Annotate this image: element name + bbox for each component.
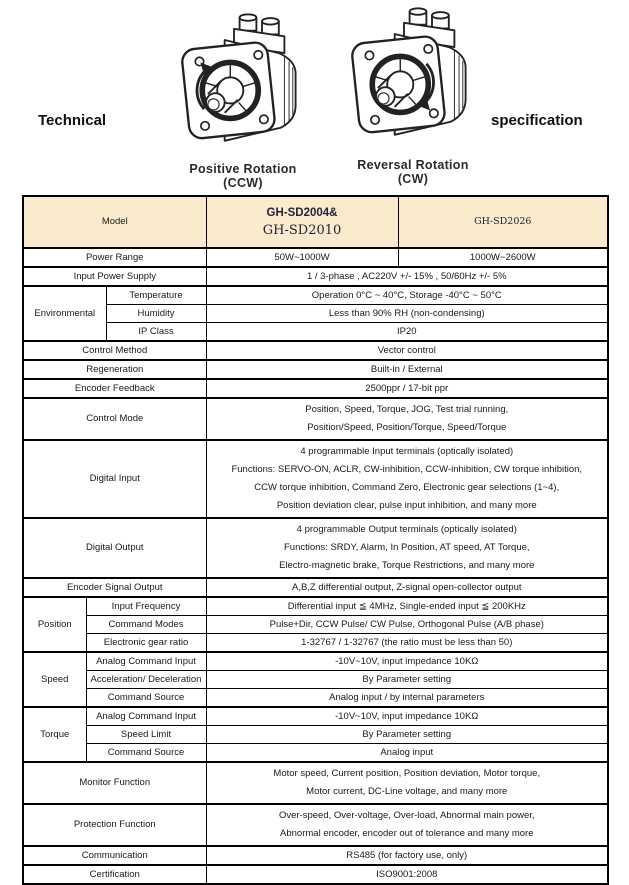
caption-positive-rotation — [162, 163, 324, 190]
row-label: Input Power Supply — [23, 267, 206, 286]
value-line: Functions: SERVO-ON, ACLR, CW-inhibition, CCW-inhibition, CW torque inhibition, — [231, 464, 583, 475]
row-value: By Parameter setting — [206, 671, 608, 689]
row-value: 1-32767 / 1-32767 (the ratio must be less than 50) — [206, 634, 608, 653]
page-title-technical: Technical — [38, 112, 107, 129]
row-sublabel: Command Source — [86, 689, 206, 708]
table-row-control-mode — [23, 398, 608, 440]
row-sublabel: Speed Limit — [86, 726, 206, 744]
motor-cw-icon — [348, 0, 488, 152]
table-row-digital-output — [23, 518, 608, 578]
row-sublabel: Analog Command Input — [86, 652, 206, 671]
value-line: 4 programmable Input terminals (optically isolated) — [300, 446, 514, 457]
row-value: ISO9001:2008 — [206, 865, 608, 884]
value-line: Motor current, DC-Line voltage, and many more — [306, 786, 508, 797]
row-value: Operation 0°C ~ 40°C, Storage -40°C ~ 50°C — [206, 286, 608, 305]
group-label-position: Position — [23, 597, 86, 652]
page-title-specification: specification — [491, 112, 583, 129]
table-row-environmental-temperature — [23, 286, 608, 305]
value-line: Position/Speed, Position/Torque, Speed/Torque — [307, 422, 507, 433]
motor-ccw-icon — [178, 6, 318, 158]
value-line: 4 programmable Output terminals (optically isolated) — [296, 524, 517, 535]
row-value: 2500ppr / 17-bit ppr — [206, 379, 608, 398]
row-sublabel: Acceleration/ Deceleration — [86, 671, 206, 689]
row-value — [206, 440, 608, 518]
table-row-power-range — [23, 248, 608, 267]
caption-reversal-rotation — [332, 159, 494, 186]
value-line: Motor speed, Current position, Position deviation, Motor torque, — [273, 768, 541, 779]
row-label: Monitor Function — [23, 762, 206, 804]
table-row-monitor-function — [23, 762, 608, 804]
spec-table — [22, 195, 609, 885]
row-label: Digital Output — [23, 518, 206, 578]
row-value: -10V~10V, input impedance 10KΩ — [206, 652, 608, 671]
row-sublabel: IP Class — [106, 323, 206, 342]
row-value — [206, 762, 608, 804]
row-sublabel: Electronic gear ratio — [86, 634, 206, 653]
table-row-encoder-signal-output — [23, 578, 608, 597]
row-value: Vector control — [206, 341, 608, 360]
table-row-environmental-ip-class — [23, 323, 608, 342]
row-sublabel: Humidity — [106, 305, 206, 323]
row-value: Differential input ≦ 4MHz, Single-ended input ≦ 200KHz — [206, 597, 608, 616]
caption-reversal-rotation-line1: Reversal Rotation — [357, 158, 469, 172]
row-label: Digital Input — [23, 440, 206, 518]
value-line: Electro-magnetic brake, Torque Restrictions, and many more — [279, 560, 535, 571]
value-line: CCW torque inhibition, Command Zero, Electronic gear selections (1~4), — [254, 482, 560, 493]
model-header-cell: Model — [23, 196, 206, 248]
table-row-speed-command-source — [23, 689, 608, 708]
table-row-control-method — [23, 341, 608, 360]
table-row-model — [23, 196, 608, 248]
row-value: IP20 — [206, 323, 608, 342]
row-value: Pulse+Dir, CCW Pulse/ CW Pulse, Orthogonal Pulse (A/B phase) — [206, 616, 608, 634]
value-line: Functions: SRDY, Alarm, In Position, AT speed, AT Torque, — [283, 542, 530, 553]
table-row-communication — [23, 846, 608, 865]
row-label: Encoder Signal Output — [23, 578, 206, 597]
table-row-environmental-humidity — [23, 305, 608, 323]
group-label-torque: Torque — [23, 707, 86, 762]
table-row-torque-command-source — [23, 744, 608, 763]
value-line: Position, Speed, Torque, JOG, Test trial running, — [305, 404, 509, 415]
row-value — [206, 518, 608, 578]
row-label: Encoder Feedback — [23, 379, 206, 398]
row-value: RS485 (for factory use, only) — [206, 846, 608, 865]
table-row-speed-analog-command-input — [23, 652, 608, 671]
row-value: -10V~10V, input impedance 10KΩ — [206, 707, 608, 726]
value-line: Over-speed, Over-voltage, Over-load, Abnormal main power, — [278, 810, 535, 821]
row-sublabel: Command Modes — [86, 616, 206, 634]
table-row-torque-analog-command-input — [23, 707, 608, 726]
model-col1-name-a: GH-SD2004& — [266, 207, 338, 219]
row-label: Communication — [23, 846, 206, 865]
row-label: Protection Function — [23, 804, 206, 846]
value-line: Abnormal encoder, encoder out of tolerance and many more — [280, 828, 534, 839]
group-label-environmental: Environmental — [23, 286, 106, 341]
caption-reversal-rotation-line2: (CW) — [397, 171, 429, 186]
row-value-col1: 50W~1000W — [206, 248, 398, 267]
row-label: Control Mode — [23, 398, 206, 440]
caption-positive-rotation-line1: Positive Rotation — [189, 162, 297, 176]
table-row-protection-function — [23, 804, 608, 846]
row-value: Built-in / External — [206, 360, 608, 379]
table-row-position-input-frequency — [23, 597, 608, 616]
row-value: Analog input — [206, 744, 608, 763]
table-row-position-command-modes — [23, 616, 608, 634]
table-row-encoder-feedback — [23, 379, 608, 398]
model-col1-name-b: GH-SD2010 — [262, 223, 342, 238]
caption-positive-rotation-line2: (CCW) — [223, 175, 263, 190]
group-label-speed: Speed — [23, 652, 86, 707]
row-sublabel: Temperature — [106, 286, 206, 305]
model-col2-cell: GH-SD2026 — [398, 196, 608, 248]
row-value — [206, 398, 608, 440]
table-row-regeneration — [23, 360, 608, 379]
table-row-speed-acceleration-deceleration — [23, 671, 608, 689]
row-sublabel: Command Source — [86, 744, 206, 763]
value-line: Position deviation clear, pulse input inhibition, and many more — [276, 500, 537, 511]
table-row-certification — [23, 865, 608, 884]
row-sublabel: Input Frequency — [86, 597, 206, 616]
row-label: Regeneration — [23, 360, 206, 379]
table-row-position-electronic-gear-ratio — [23, 634, 608, 653]
table-row-torque-speed-limit — [23, 726, 608, 744]
row-value-col2: 1000W~2600W — [398, 248, 608, 267]
row-value: 1 / 3-phase , AC220V +/- 15% , 50/60Hz +/- 5% — [206, 267, 608, 286]
row-value — [206, 804, 608, 846]
row-label: Power Range — [23, 248, 206, 267]
row-sublabel: Analog Command Input — [86, 707, 206, 726]
row-value: A,B,Z differential output, Z-signal open-collector output — [206, 578, 608, 597]
row-value: Less than 90% RH (non-condensing) — [206, 305, 608, 323]
row-label: Certification — [23, 865, 206, 884]
row-label: Control Method — [23, 341, 206, 360]
table-row-digital-input — [23, 440, 608, 518]
row-value: By Parameter setting — [206, 726, 608, 744]
row-value: Analog input / by internal parameters — [206, 689, 608, 708]
model-col1-cell — [206, 196, 398, 248]
table-row-input-power-supply — [23, 267, 608, 286]
